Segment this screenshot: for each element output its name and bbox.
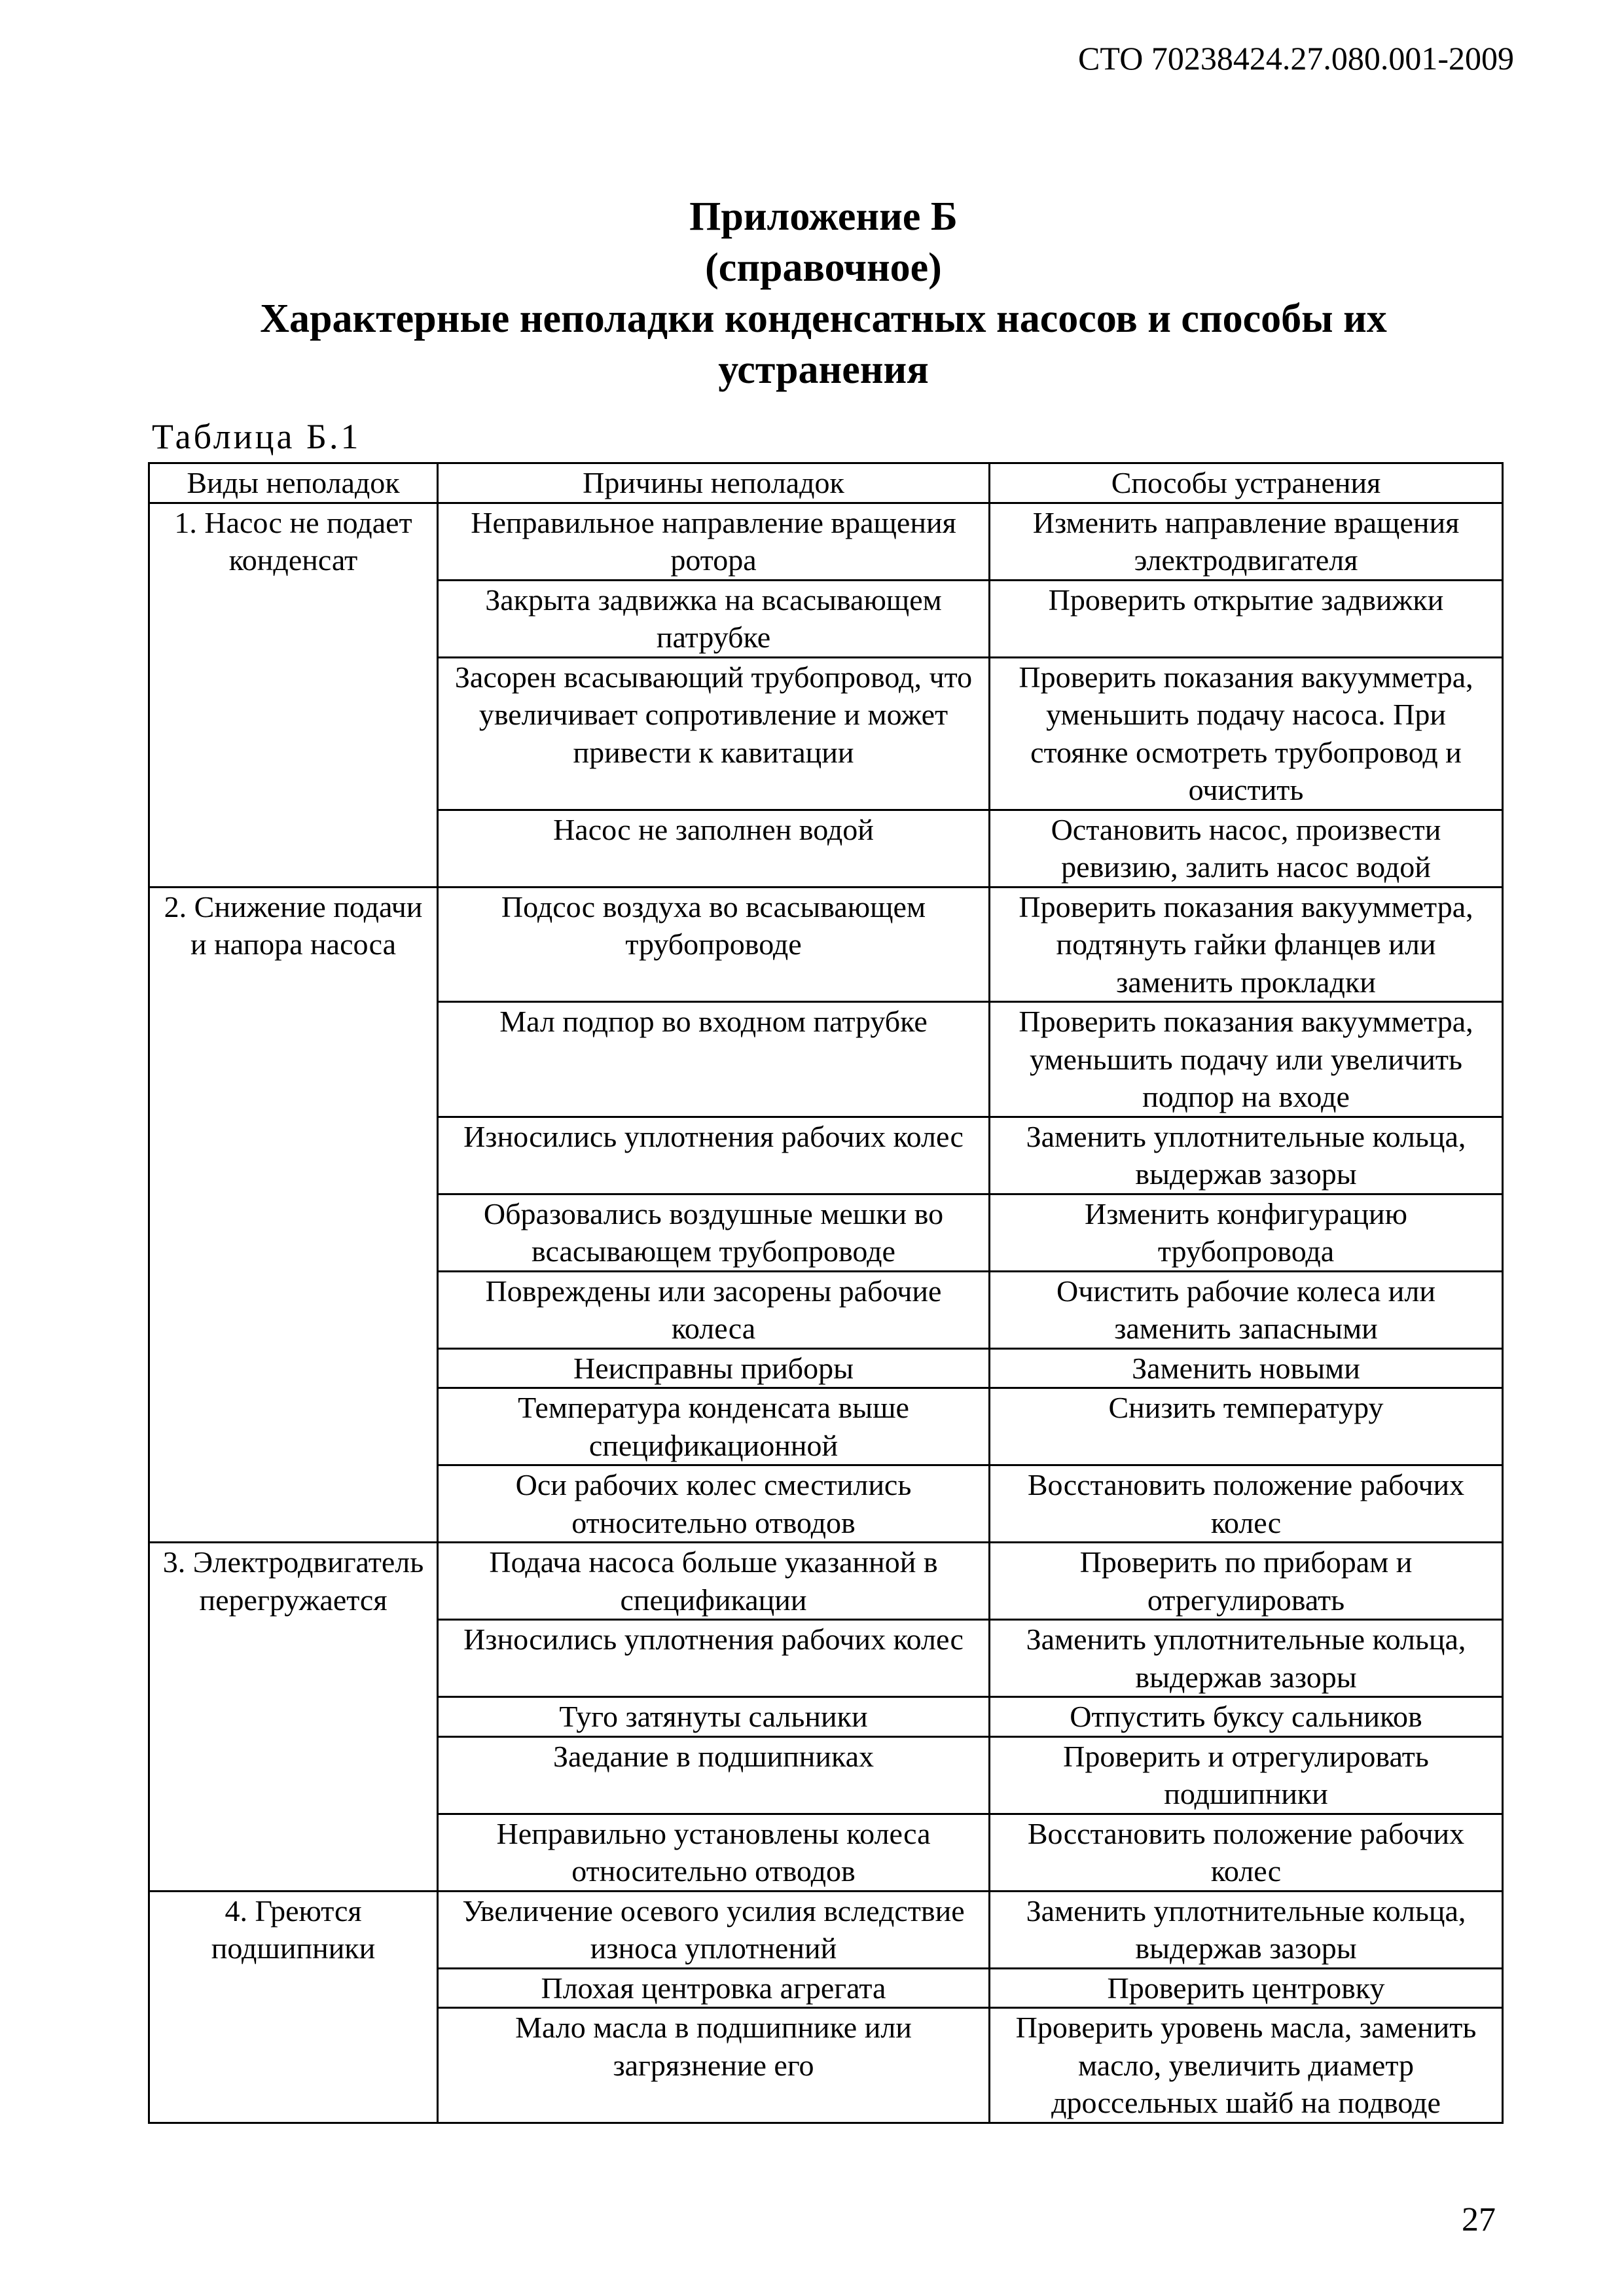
table-row bbox=[149, 503, 1503, 580]
remedy-cell: Заменить новыми bbox=[990, 1348, 1503, 1388]
remedy-cell: Проверить показания вакуумметра, уменьшить подачу насоса. При стоянке осмотреть трубопровод и очистить bbox=[990, 657, 1503, 810]
table-header-row bbox=[149, 463, 1503, 503]
cause-cell: Подсос воздуха во всасывающем трубопроводе bbox=[438, 887, 990, 1002]
table-row bbox=[149, 1543, 1503, 1620]
appendix-heading-line1: Характерные неполадки конденсатных насосов и способы их bbox=[260, 296, 1387, 342]
cause-cell: Оси рабочих колес сместились относительно отводов bbox=[438, 1465, 990, 1543]
fault-type-cell: 1. Насос не подает конденсат bbox=[149, 503, 438, 887]
standard-code: СТО 70238424.27.080.001-2009 bbox=[1078, 40, 1514, 77]
remedy-cell: Очистить рабочие колеса или заменить запасными bbox=[990, 1271, 1503, 1348]
page-number: 27 bbox=[1462, 2201, 1496, 2238]
cause-cell: Заедание в подшипниках bbox=[438, 1736, 990, 1814]
cause-cell: Износились уплотнения рабочих колес bbox=[438, 1620, 990, 1697]
remedy-cell: Восстановить положение рабочих колес bbox=[990, 1814, 1503, 1891]
faults-table bbox=[148, 462, 1504, 2124]
remedy-cell: Изменить конфигурацию трубопровода bbox=[990, 1194, 1503, 1271]
fault-type-cell: 4. Греются подшипники bbox=[149, 1891, 438, 2123]
cause-cell: Повреждены или засорены рабочие колеса bbox=[438, 1271, 990, 1348]
remedy-cell: Проверить показания вакуумметра, уменьшить подачу или увеличить подпор на входе bbox=[990, 1002, 1503, 1117]
table-row bbox=[149, 887, 1503, 1002]
cause-cell: Плохая центровка агрегата bbox=[438, 1968, 990, 2008]
remedy-cell: Восстановить положение рабочих колес bbox=[990, 1465, 1503, 1543]
cause-cell: Засорен всасывающий трубопровод, что увеличивает сопротивление и может привести к кавитации bbox=[438, 657, 990, 810]
remedy-cell: Заменить уплотнительные кольца, выдержав зазоры bbox=[990, 1620, 1503, 1697]
cause-cell: Температура конденсата выше спецификационной bbox=[438, 1388, 990, 1465]
cause-cell: Мало масла в подшипнике или загрязнение его bbox=[438, 2008, 990, 2123]
cause-cell: Мал подпор во входном патрубке bbox=[438, 1002, 990, 1117]
cause-cell: Неправильное направление вращения ротора bbox=[438, 503, 990, 580]
cause-cell: Насос не заполнен водой bbox=[438, 810, 990, 887]
table-row bbox=[149, 1891, 1503, 1968]
remedy-cell: Заменить уплотнительные кольца, выдержав зазоры bbox=[990, 1891, 1503, 1968]
cause-cell: Неправильно установлены колеса относительно отводов bbox=[438, 1814, 990, 1891]
remedy-cell: Проверить открытие задвижки bbox=[990, 580, 1503, 657]
cause-cell: Увеличение осевого усилия вследствие износа уплотнений bbox=[438, 1891, 990, 1968]
remedy-cell: Заменить уплотнительные кольца, выдержав зазоры bbox=[990, 1117, 1503, 1194]
fault-type-cell: 3. Электродвигатель перегружается bbox=[149, 1543, 438, 1892]
remedy-cell: Проверить и отрегулировать подшипники bbox=[990, 1736, 1503, 1814]
table-caption: Таблица Б.1 bbox=[152, 417, 361, 456]
appendix-title-block bbox=[147, 191, 1500, 395]
cause-cell: Неисправны приборы bbox=[438, 1348, 990, 1388]
remedy-cell: Проверить центровку bbox=[990, 1968, 1503, 2008]
remedy-cell: Проверить по приборам и отрегулировать bbox=[990, 1543, 1503, 1620]
appendix-heading-line2: устранения bbox=[718, 348, 929, 393]
appendix-subtitle: (справочное) bbox=[705, 245, 942, 291]
fault-type-cell: 2. Снижение подачи и напора насоса bbox=[149, 887, 438, 1543]
remedy-cell: Проверить уровень масла, заменить масло, увеличить диаметр дроссельных шайб на подводе bbox=[990, 2008, 1503, 2123]
appendix-title: Приложение Б bbox=[689, 194, 958, 239]
remedy-cell: Изменить направление вращения электродвигателя bbox=[990, 503, 1503, 580]
column-header-fault: Виды неполадок bbox=[149, 463, 438, 503]
cause-cell: Износились уплотнения рабочих колес bbox=[438, 1117, 990, 1194]
cause-cell: Туго затянуты сальники bbox=[438, 1697, 990, 1737]
cause-cell: Закрыта задвижка на всасывающем патрубке bbox=[438, 580, 990, 657]
column-header-cause: Причины неполадок bbox=[438, 463, 990, 503]
remedy-cell: Проверить показания вакуумметра, подтянуть гайки фланцев или заменить прокладки bbox=[990, 887, 1503, 1002]
cause-cell: Подача насоса больше указанной в спецификации bbox=[438, 1543, 990, 1620]
cause-cell: Образовались воздушные мешки во всасывающем трубопроводе bbox=[438, 1194, 990, 1271]
column-header-remedy: Способы устранения bbox=[990, 463, 1503, 503]
remedy-cell: Отпустить буксу сальников bbox=[990, 1697, 1503, 1737]
remedy-cell: Остановить насос, произвести ревизию, залить насос водой bbox=[990, 810, 1503, 887]
remedy-cell: Снизить температуру bbox=[990, 1388, 1503, 1465]
